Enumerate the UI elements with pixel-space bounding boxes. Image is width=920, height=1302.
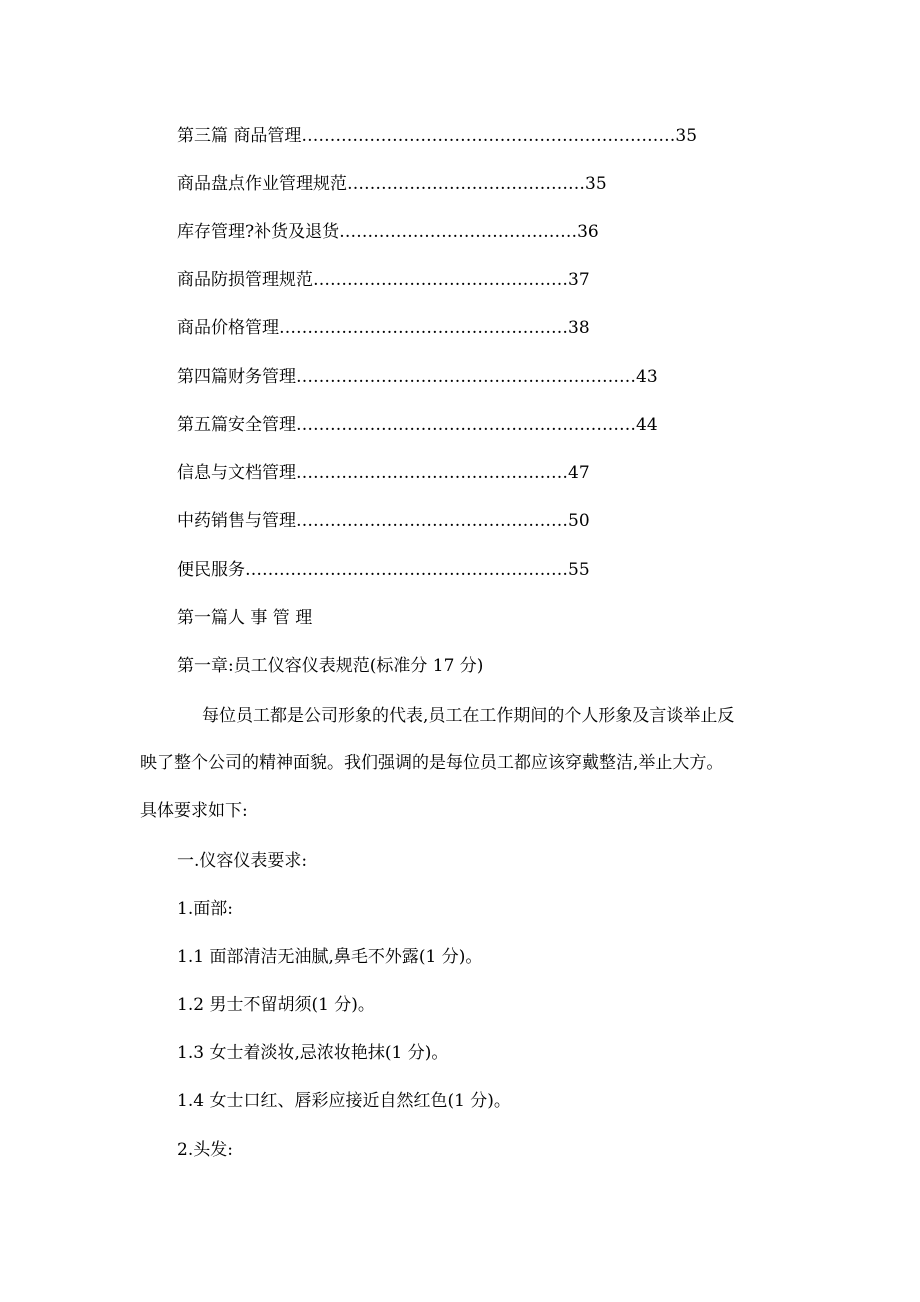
toc-entry: 商品盘点作业管理规范……………………………………35 [177, 174, 607, 194]
list-item: 1.3 女士着淡妆,忌浓妆艳抹(1 分)。 [177, 1043, 449, 1063]
paragraph-line: 具体要求如下: [140, 801, 248, 821]
paragraph-line: 映了整个公司的精神面貌。我们强调的是每位员工都应该穿戴整洁,举止大方。 [140, 753, 724, 773]
toc-entry: 商品价格管理……………………………………………38 [177, 318, 590, 338]
toc-entry: 中药销售与管理…………………………………………50 [177, 511, 590, 531]
paragraph-line: 每位员工都是公司形象的代表,员工在工作期间的个人形象及言谈举止反 [202, 706, 735, 726]
part-title: 第一篇人 事 管 理 [177, 608, 313, 628]
toc-entry: 信息与文档管理…………………………………………47 [177, 463, 590, 483]
toc-entry: 第三篇 商品管理…………………………………………………………35 [177, 126, 698, 146]
toc-entry: 便民服务…………………………………………………55 [177, 560, 590, 580]
toc-entry: 库存管理?补货及退货……………………………………36 [177, 222, 599, 242]
toc-entry: 第四篇财务管理……………………………………………………43 [177, 367, 658, 387]
subsection-heading: 1.面部: [177, 899, 233, 919]
list-item: 1.1 面部清洁无油腻,鼻毛不外露(1 分)。 [177, 947, 483, 967]
chapter-title: 第一章:员工仪容仪表规范(标准分 17 分) [177, 656, 484, 676]
list-item: 1.4 女士口红、唇彩应接近自然红色(1 分)。 [177, 1091, 511, 1111]
list-item: 1.2 男士不留胡须(1 分)。 [177, 995, 375, 1015]
toc-entry: 商品防损管理规范………………………………………37 [177, 270, 590, 290]
toc-entry: 第五篇安全管理……………………………………………………44 [177, 415, 658, 435]
section-heading: 一.仪容仪表要求: [177, 851, 308, 871]
subsection-heading: 2.头发: [177, 1140, 233, 1160]
